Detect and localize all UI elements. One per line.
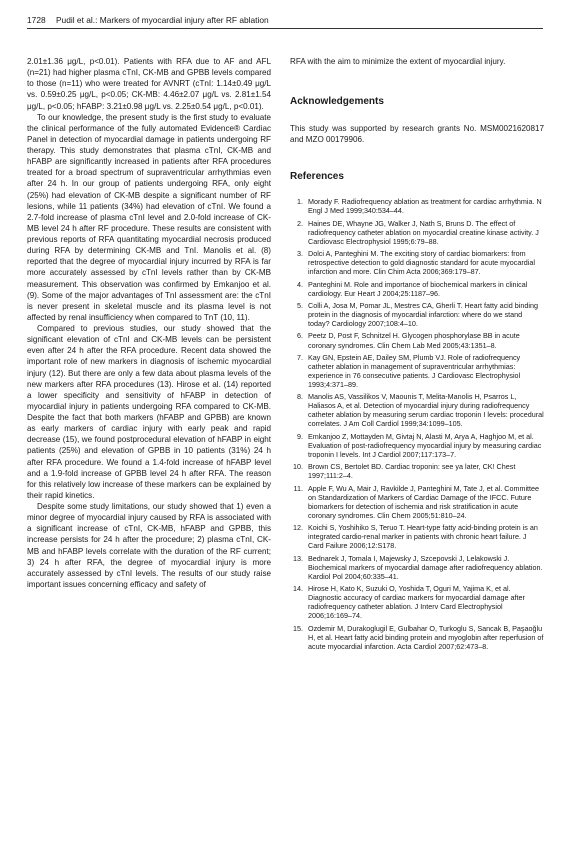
reference-text: Dolci A, Panteghini M. The exciting story of cardiac biomarkers: from retrospective detection to gold diagnostic standard for acute myocardial infarction and more. Clin Chim Acta 2006;369:179–87. <box>308 249 535 277</box>
reference-number: 15. <box>293 623 303 633</box>
reference-item <box>290 584 544 620</box>
reference-number: 5. <box>297 301 303 311</box>
reference-item <box>290 523 544 550</box>
reference-text: Haines DE, Whayne JG, Walker J, Nath S, Bruns D. The effect of radiofrequency catheter ablation on myocardial creatine kinase activity. J Cardiovasc Electrophysiol 1995;6:79–88. <box>308 218 539 246</box>
reference-text: Panteghini M. Role and importance of biochemical markers in clinical cardiology. Eur Heart J 2004;25:1187–96. <box>308 279 528 298</box>
reference-number: 10. <box>293 462 303 472</box>
reference-item <box>290 219 544 246</box>
reference-item <box>290 392 544 428</box>
page-number: 1728 <box>27 15 46 25</box>
running-title: Pudil et al.: Markers of myocardial injury after RF ablation <box>55 15 269 25</box>
reference-text: Koichi S, Yoshihiko S, Teruo T. Heart-type fatty acid-binding protein is an integrated cardio-renal marker in patients with chronic heart failure. J Card Failure 2006;12:S178. <box>308 523 538 551</box>
right-column <box>290 56 544 654</box>
reference-number: 7. <box>297 352 303 362</box>
reference-text: Ozdemir M, Durakoglugil E, Gulbahar O, Turkoglu S, Sancak B, Paşaoğlu H, et al. Heart fatty acid binding protein and myoglobin after reperfusion of acute myocardial infarction. Acta Cardiol 2007;62:473–8. <box>308 623 544 651</box>
reference-number: 4. <box>297 279 303 289</box>
references-heading: References <box>290 171 344 183</box>
running-header <box>27 12 543 29</box>
acknowledgements-heading: Acknowledgements <box>290 96 384 108</box>
reference-number: 2. <box>297 218 303 228</box>
reference-text: Kay GN, Epstein AE, Dailey SM, Plumb VJ. Role of radiofrequency catheter ablation in management of supraventricular arrhythmias: experience in 76 consecutive patients. J Cardiovasc Electrophysiol 1993;4:371–89. <box>308 352 521 389</box>
reference-item <box>290 624 544 651</box>
reference-number: 11. <box>293 483 303 493</box>
reference-text: Brown CS, Bertolet BD. Cardiac troponin: see ya later, CK! Chest 1997;111:2–4. <box>308 462 516 481</box>
reference-number: 1. <box>297 197 303 207</box>
reference-text: Hirose H, Kato K, Suzuki O, Yoshida T, Oguri M, Yajima K, et al. Diagnostic accuracy of cardiac markers for myocardial damage after radiofrequency catheter ablation. J Interv Card Electrophysiol 2006;16:169–74. <box>308 584 525 621</box>
reference-item <box>290 301 544 328</box>
reference-text: Manolis AS, Vassilikos V, Maounis T, Melita-Manolis H, Psarros L, Haliasos A, et al. Detection of myocardial injury during radiofrequency catheter ablation by measuring serum cardiac troponin I levels: procedural correlates. J Am Coll Cardiol 1999;34:1099–105. <box>308 392 544 429</box>
reference-item <box>290 353 544 389</box>
body-paragraph: To our knowledge, the present study is the first study to evaluate the clinical performance of the fully automated Evidence® Cardiac Panel in detection of myocardial damage in patients undergoing RF therapy. This study demonstrates that plasma cTnI, CK-MB and hFABP are significantly increased in patients after RFA procedures treated for a broad spectrum of supraventricular arrhythmias even after 24 h. In our group of patients undergoing RFA, only eight (25%) had elevation of CK-MB despite a significant number of RF lesions, while 11 patients (34%) had elevation of cTnI. We found a 2.7-fold increase of plasma cTnI level and 2.0-fold increase of CK-MB level 24 h after RF procedure. These results are consistent with previous reports of RFA quantitating myocardial necrosis produced during RFA by determining CK-MB and TnI. Manolis et al. (8) reported that the degree of myocardial injury incurred by RFA is far more accurately assessed by cTnI levels rather than by CK-MB measurement. This observation was confirmed by Emkanjoo et al. (9). Some of the major advantages of TnI assessment are: the cTnI is never present in skeletal muscle and its plasma level is not affected by renal insufficiency when compared to TnT (10, 11). <box>27 112 271 322</box>
reference-text: Peetz D, Post F, Schnitzel H. Glycogen phosphorylase BB in acute coronary syndromes. Clin Chem Lab Med 2005;43:1351–8. <box>308 331 520 350</box>
body-paragraph: Despite some study limitations, our study showed that 1) even a minor degree of myocardial injury caused by RFA is associated with a significant increase of cTnI, CK-MB, hFABP and GPBB, this increase persists for 24 h after the procedure; 2) plasma cTnI, CK-MB and hFABP levels correlate with the duration of the RF current; 3) 24 h after RFA, the degree of myocardial injury is more accurately assessed by cTnI levels. The results of our study raise important issues concerning efficacy and safety of <box>27 502 271 589</box>
reference-item <box>290 484 544 520</box>
reference-item <box>290 249 544 276</box>
reference-text: Apple F, Wu A, Mair J, Ravkilde J, Panteghini M, Tate J, et al. Committee on Standardization of Markers of Cardiac Damage of the IFCC. Future biomarkers for detection of ischemia and risk stratification in acute coronary syndromes. Clin Chem 2005;51:810–24. <box>308 483 540 520</box>
left-column <box>27 56 271 590</box>
body-paragraph: 2.01±1.36 μg/L, p<0.01). Patients with RFA due to AF and AFL (n=21) had higher plasma cTnI, CK-MB and GPBB levels compared to those (n=11) who were treated for AVNRT (cTnI: 1.14±0.49 μg/L vs. 0.59±0.25 μg/L, p<0.05; CK-MB: 4.46±2.07 μg/L vs. 2.81±1.54 μg/L, p<0.05; hFABP: 3.21±0.98 μg/L vs. 2.25±0.54 μg/L, p<0.01). <box>27 57 271 111</box>
reference-item <box>290 462 544 480</box>
reference-list <box>290 197 544 650</box>
reference-text: Colli A, Josa M, Pomar JL, Mestres CA, Gherli T. Heart fatty acid binding protein in the diagnosis of myocardial infarction: where do we stand today? Cardiology 2007;108:4–10. <box>308 301 538 329</box>
acknowledgements-text: This study was supported by research grants No. MSM0021620817 and MZO 00179906. <box>290 124 544 145</box>
reference-text: Morady F. Radiofrequency ablation as treatment for cardiac arrhythmia. N Engl J Med 1999;340:534–44. <box>308 197 542 216</box>
reference-item <box>290 280 544 298</box>
reference-text: Bednarek J, Tomala I, Majewsky J, Szcepovski J, Lelakowski J. Biochemical markers of myocardial damage after radiofrequency ablation. Kardiol Pol 2004;60:335–41. <box>308 553 543 581</box>
reference-number: 8. <box>297 392 303 402</box>
reference-text: Emkanjoo Z, Mottayden M, Givtaj N, Alasti M, Arya A, Haghjoo M, et al. Evaluation of post-radiofrequency myocardial injury by measuring cardiac troponin I levels. Int J Cardiol 2007;117:173–7. <box>308 431 542 459</box>
reference-item <box>290 331 544 349</box>
reference-item <box>290 197 544 215</box>
body-paragraph: Compared to previous studies, our study showed that the significant elevation of cTnI and CK-MB levels can be persistent even after 24 h after the RFA procedure. Recent data showed the important role of new markers in diagnosis of ischemic myocardial injury (12). But there are only a few data about plasma levels of the new markers after RFA procedures (13). Hirose et al. (14) reported a lower specificity and sensitivity of hFABP in detection of myocardial injury in patients undergoing RFA compared to CK-MB. Despite the fact that both markers (hFABP and GPBB) are known as early markers of cardiac injury with early peak and rapid decrease (15), we found postprocedural elevation of hFABP in eight patients (25%) and elevation of GPBB in 10 patients (31%) 24 h after RFA procedure. We found a 1.4-fold increase of hFABP level and a 1.9-fold increase of GPBB level 24 h after RFA. The reason for this relatively low increase of these markers can be explained by their rapid kinetics. <box>27 324 271 500</box>
reference-number: 6. <box>297 331 303 341</box>
reference-number: 9. <box>297 431 303 441</box>
reference-number: 14. <box>293 584 303 594</box>
body-continuation: RFA with the aim to minimize the extent of myocardial injury. <box>290 57 506 66</box>
reference-number: 13. <box>293 553 303 563</box>
reference-item <box>290 432 544 459</box>
reference-number: 12. <box>293 523 303 533</box>
reference-number: 3. <box>297 249 303 259</box>
reference-item <box>290 554 544 581</box>
